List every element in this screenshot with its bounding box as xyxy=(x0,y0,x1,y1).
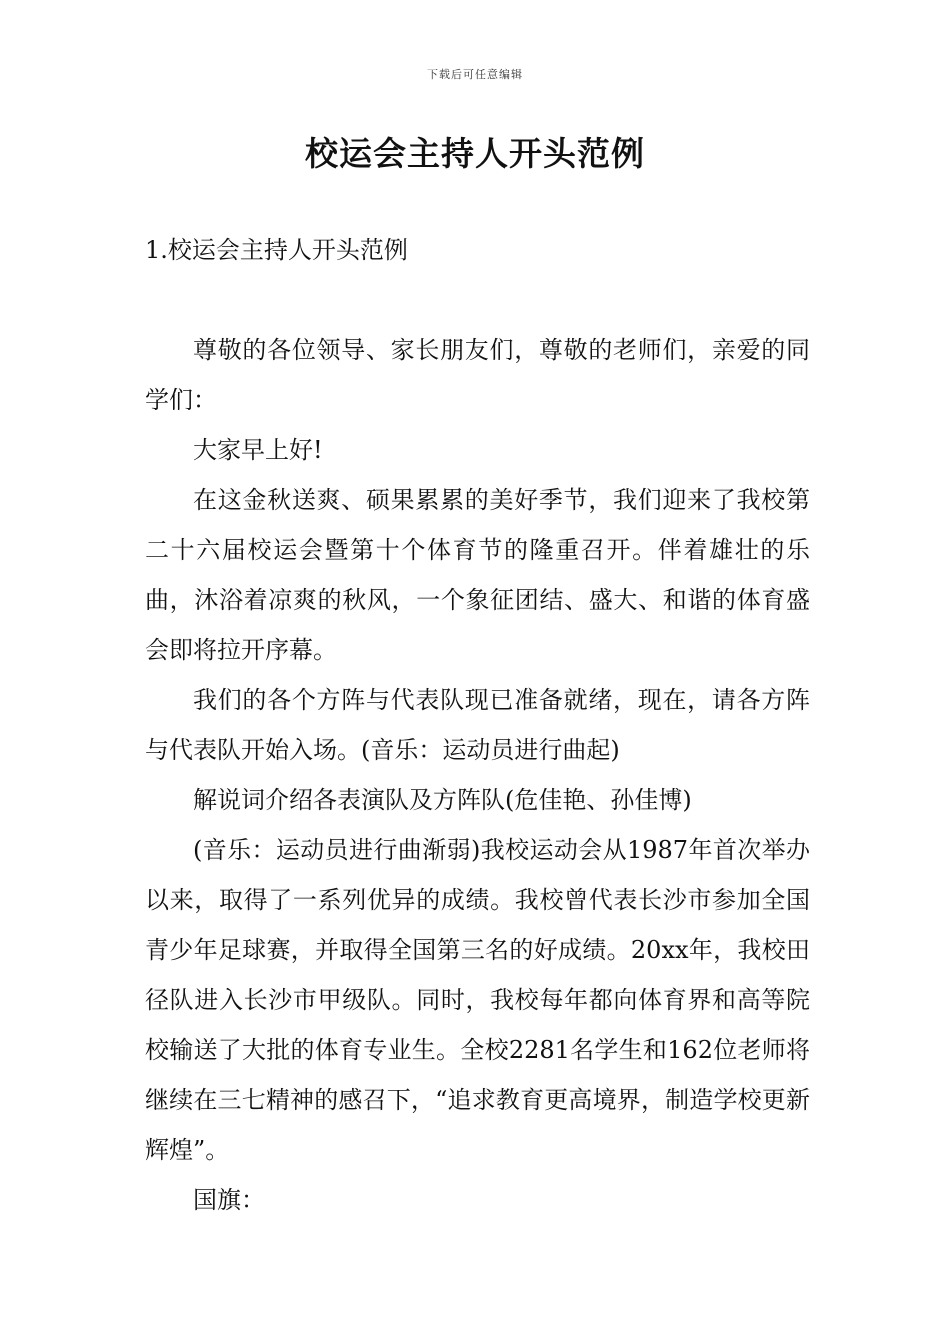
paragraph-national-flag: 国旗： xyxy=(193,1186,265,1214)
paragraph-opening: 在这金秋送爽、硕果累累的美好季节，我们迎来了我校第二十六届校运会暨第十个体育节的隆重召开。伴着雄壮的乐曲，沐浴着凉爽的秋风，一个象征团结、盛大、和谐的体育盛会即将拉开序幕。 xyxy=(145,486,810,664)
section-heading: 1.校运会主持人开头范例 xyxy=(145,236,408,264)
paragraph-greeting: 尊敬的各位领导、家长朋友们，尊敬的老师们，亲爱的同学们： xyxy=(145,336,810,414)
paragraph-history: (音乐：运动员进行曲渐弱)我校运动会从1987年首次举办以来，取得了一系列优异的成绩。我校曾代表长沙市参加全国青少年足球赛，并取得全国第三名的好成绩。20xx年，我校田径队进入长沙市甲级队。同时，我校每年都向体育界和高等院校输送了大批的体育专业生。全校2281名学生和162位老师将继续在三七精神的感召下，“追求教育更高境界，制造学校更新辉煌”。 xyxy=(145,836,810,1164)
paragraph-good-morning: 大家早上好! xyxy=(193,436,323,464)
document-body xyxy=(145,325,810,1225)
paragraph-commentary: 解说词介绍各表演队及方阵队(危佳艳、孙佳博) xyxy=(193,786,692,814)
header-note: 下载后可任意编辑 xyxy=(427,68,523,81)
paragraph-entrance: 我们的各个方阵与代表队现已准备就绪，现在，请各方阵与代表队开始入场。(音乐：运动员进行曲起) xyxy=(145,686,810,764)
document-title: 校运会主持人开头范例 xyxy=(305,134,645,173)
